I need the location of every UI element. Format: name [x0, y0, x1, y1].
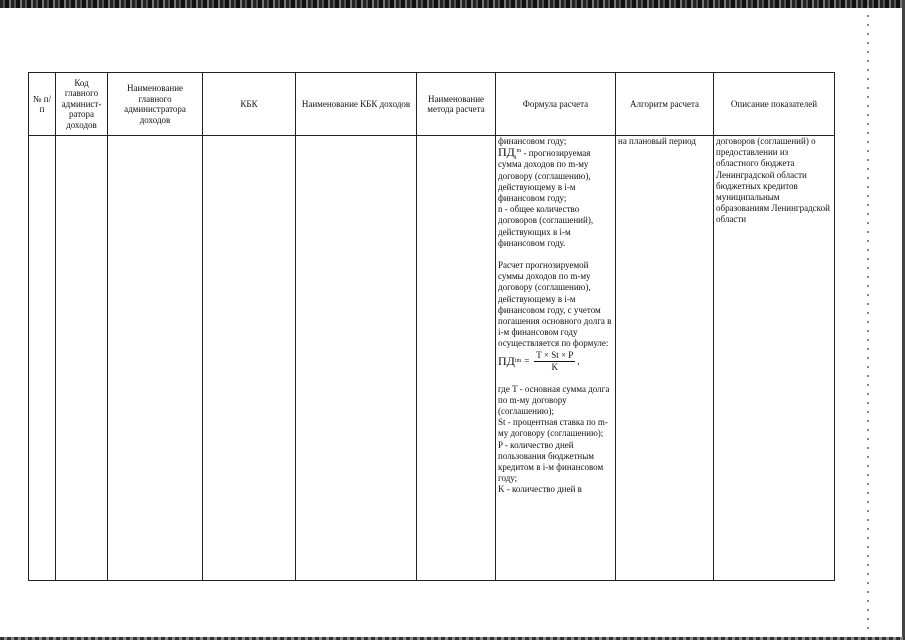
fraction-denominator: K: [551, 361, 559, 372]
formula-k: K - количество дней в: [498, 484, 582, 495]
cell-admin-code: [56, 136, 108, 581]
pd-symbol: ПД: [498, 145, 515, 160]
fraction-numerator: T × St × P: [536, 349, 574, 360]
cell-number: [29, 136, 56, 581]
formula-n-description: n - общее количество договоров (соглашений), действующих в i-м финансовом году.: [498, 204, 594, 248]
table-row: [29, 136, 835, 581]
header-admin-name: Наименование главного администратора доходов: [108, 73, 203, 136]
header-kbk: КБК: [203, 73, 296, 136]
formula-calc-intro: Расчет прогнозируемой суммы доходов по m-му договору (соглашению), действующему в i-м финансовом году, с учетом погашения основного долга в i-м финансовом году осуществляется по формуле:: [498, 260, 612, 349]
header-row: [29, 73, 835, 136]
equation-pd-symbol: ПД: [498, 353, 515, 368]
budget-revenue-table: [28, 72, 835, 581]
formula-p: P - количество дней пользования бюджетным кредитом в i-м финансовом году;: [498, 439, 604, 484]
formula-pd-term: $ПД_i^m$ - прогнозируемая сумма доходов по m-му договору (соглашению), действующему в i-м финансовом году;: [498, 145, 591, 204]
header-description: Описание показателей: [714, 73, 835, 136]
algorithm-text: на плановый период: [618, 136, 696, 146]
formula-text-fiscal-year: финансовом году;: [498, 136, 567, 146]
cell-algorithm: [616, 136, 714, 581]
cell-kbk: [203, 136, 296, 581]
equation-fraction: [534, 350, 575, 373]
description-text: договоров (соглашений) о предоставлении из областного бюджета Ленинградской области бюджетных кредитов муниципальным образованиям Ленинградской области: [716, 136, 830, 225]
cell-kbk-name: [296, 136, 417, 581]
scan-artifact-line: [867, 6, 869, 636]
cell-formula: [496, 136, 616, 581]
cell-method-name: [417, 136, 496, 581]
formula-where-t: где T - основная сумма долга по m-му договору (соглашению);: [498, 383, 610, 417]
header-formula: Формула расчета: [496, 73, 616, 136]
cell-description: [714, 136, 835, 581]
formula-equation: ПД i m = $\frac{T \times St \times P}{K}$ ,: [498, 349, 580, 372]
scan-edge-top: [0, 0, 905, 8]
header-number: № п/п: [29, 73, 56, 136]
header-kbk-name: Наименование КБК доходов: [296, 73, 417, 136]
header-method-name: Наименование метода расчета: [417, 73, 496, 136]
cell-admin-name: [108, 136, 203, 581]
pd-description: - прогнозируемая сумма доходов по m-му договору (соглашению), действующему в i-м финансовом году;: [498, 148, 591, 204]
formula-st: St - процентная ставка по m-му договору (соглашению);: [498, 417, 608, 439]
header-admin-code: Код главного админист-ратора доходов: [56, 73, 108, 136]
header-algorithm: Алгоритм расчета: [616, 73, 714, 136]
